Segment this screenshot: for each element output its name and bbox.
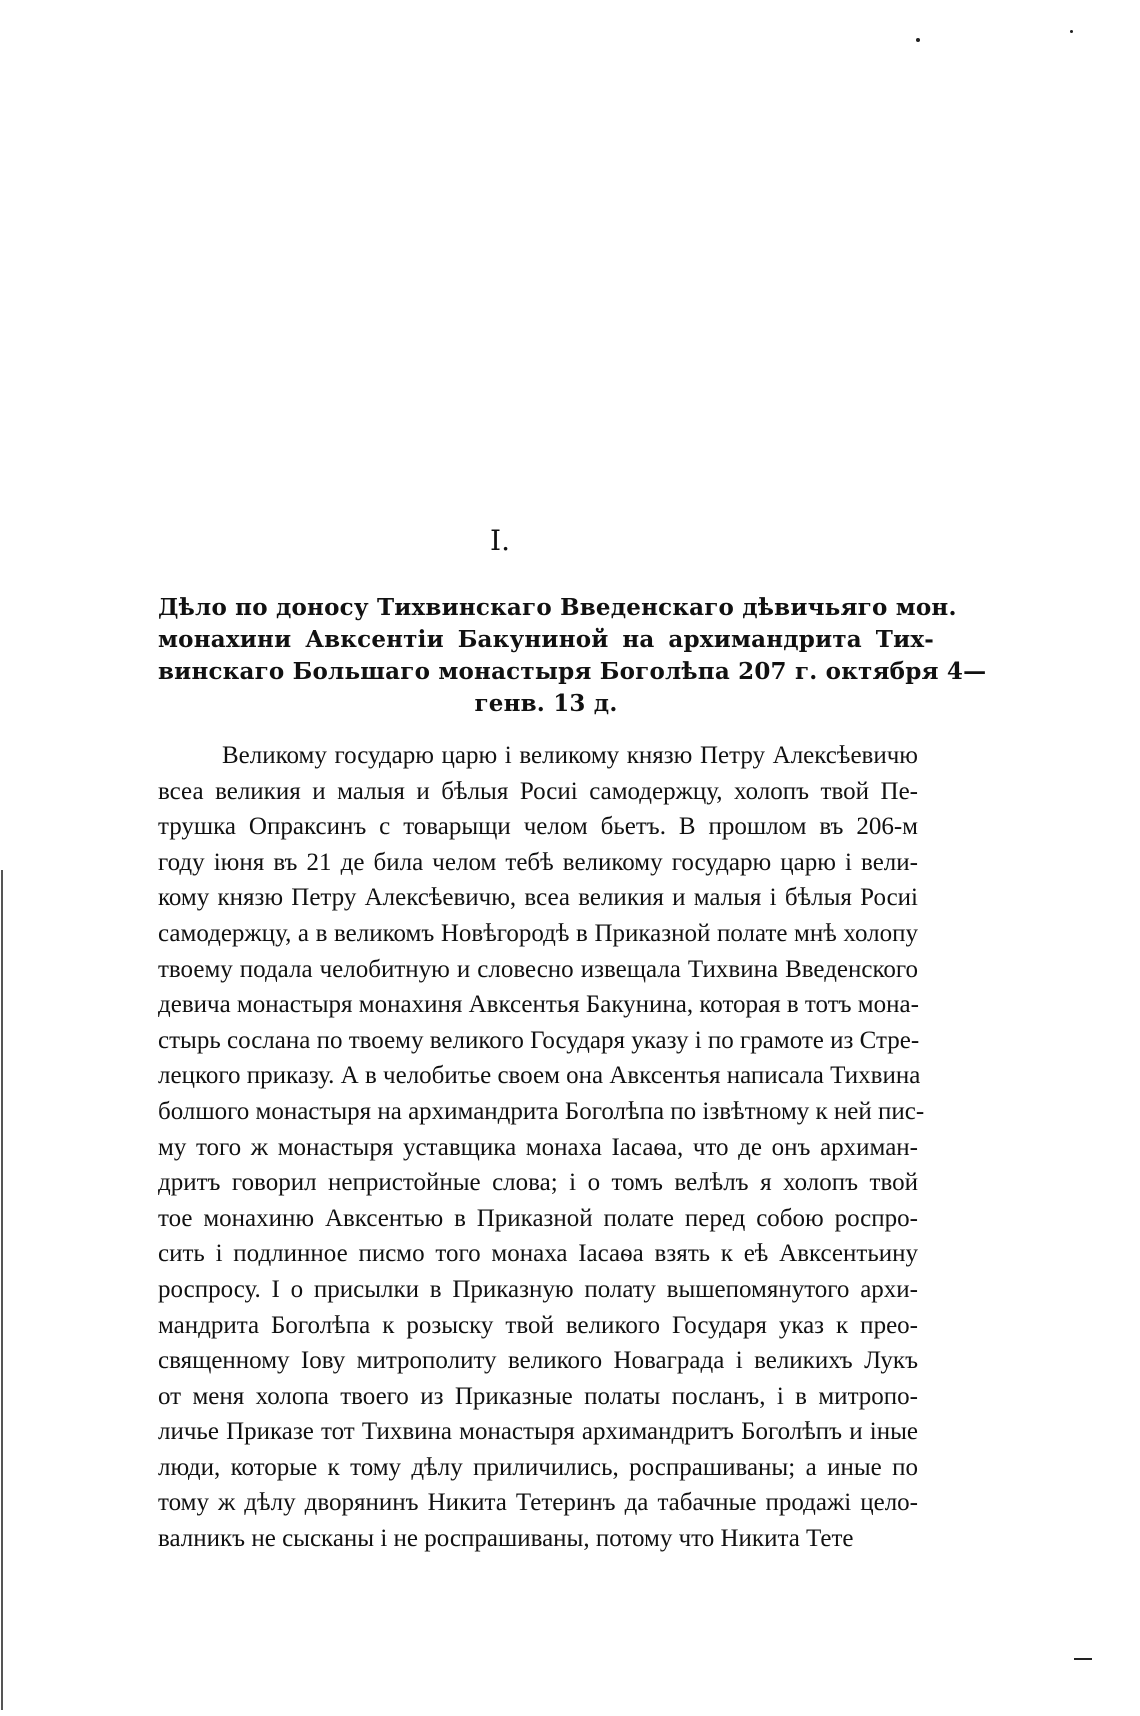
section-number: I. [490, 524, 510, 557]
body-text [158, 738, 925, 1557]
body-line: священному Іову митрополиту великого Новаграда і великихъ Лукъ [158, 1347, 918, 1375]
heading-line: генв. 13 д. [474, 690, 618, 717]
body-line: трушка Опраксинъ с товарыщи челом бьетъ. В прошлом въ 206-м [158, 813, 918, 841]
body-line: тое монахиню Авксентью в Приказной полате перед собою роспро- [158, 1204, 918, 1232]
heading-line: монахини Авксентіи Бакуниной на архимандрита Тих- [158, 626, 934, 653]
body-line: валникъ не сысканы і не роспрашиваны, потому что Никита Тете [158, 1525, 854, 1553]
body-line: всеа великия и малыя и бѣлыя Росиі самодержцу, холопъ твой Пе- [158, 777, 918, 805]
body-line: твоему подала челобитную и словесно извещала Тихвина Введенского [158, 955, 918, 983]
body-line: лецкого приказу. А в челобитье своем она Авксентья написала Тихвина [158, 1062, 921, 1090]
scan-speck [1070, 30, 1073, 33]
scan-speck [1074, 1658, 1092, 1660]
body-line: му того ж монастыря уставщика монаха Іасаѳа, что де онъ архиман- [158, 1133, 918, 1161]
body-line: личье Приказе тот Тихвина монастыря архимандритъ Боголѣпъ и іные [158, 1418, 918, 1446]
body-line: от меня холопа твоего из Приказные полаты посланъ, і в митропо- [158, 1382, 918, 1410]
body-line: сить і подлинное писмо того монаха Іасаѳа взять к еѣ Авксентьину [158, 1240, 918, 1268]
body-line [158, 738, 918, 774]
scan-speck [916, 38, 920, 42]
body-line: болшого монастыря на архимандрита Боголѣпа по ізвѣтному к ней пис- [158, 1097, 925, 1125]
body-line: люди, которые к тому дѣлу приличились, роспрашиваны; а иные по [158, 1453, 918, 1481]
body-line: мандрита Боголѣпа к розыску твой великого Государя указ к прео- [158, 1311, 918, 1339]
body-line: тому ж дѣлу дворянинъ Никита Тетеринъ да табачные продажі цело- [158, 1489, 918, 1517]
body-line: году іюня въ 21 де била челом тебѣ великому государю царю і вели- [158, 848, 918, 876]
body-line: девича монастыря монахиня Авксентья Бакунина, которая в тотъ мона- [158, 991, 919, 1019]
heading-line: винскаго Большаго монастыря Боголѣпа 207 г. октября 4— [158, 658, 987, 685]
scan-edge-line [1, 870, 3, 1710]
heading-line: Дѣло по доносу Тихвинскаго Введенскаго дѣвичьяго мон. [158, 594, 957, 621]
body-line-text: Великому государю царю і великому князю Петру Алексѣевичю [222, 742, 918, 769]
body-line: кому князю Петру Алексѣевичю, всеа великия и малыя і бѣлыя Росиі [158, 884, 918, 912]
body-line: самодержцу, а в великомъ Новѣгородѣ в Приказной полате мнѣ холопу [158, 919, 918, 947]
document-heading [158, 592, 987, 720]
body-line: роспросу. І о присылки в Приказную полату вышепомянутого архи- [158, 1275, 918, 1303]
body-line: дритъ говорил непристойные слова; і о томъ велѣлъ я холопъ твой [158, 1169, 918, 1197]
body-line: стырь сослана по твоему великого Государя указу і по грамоте из Стре- [158, 1026, 920, 1054]
